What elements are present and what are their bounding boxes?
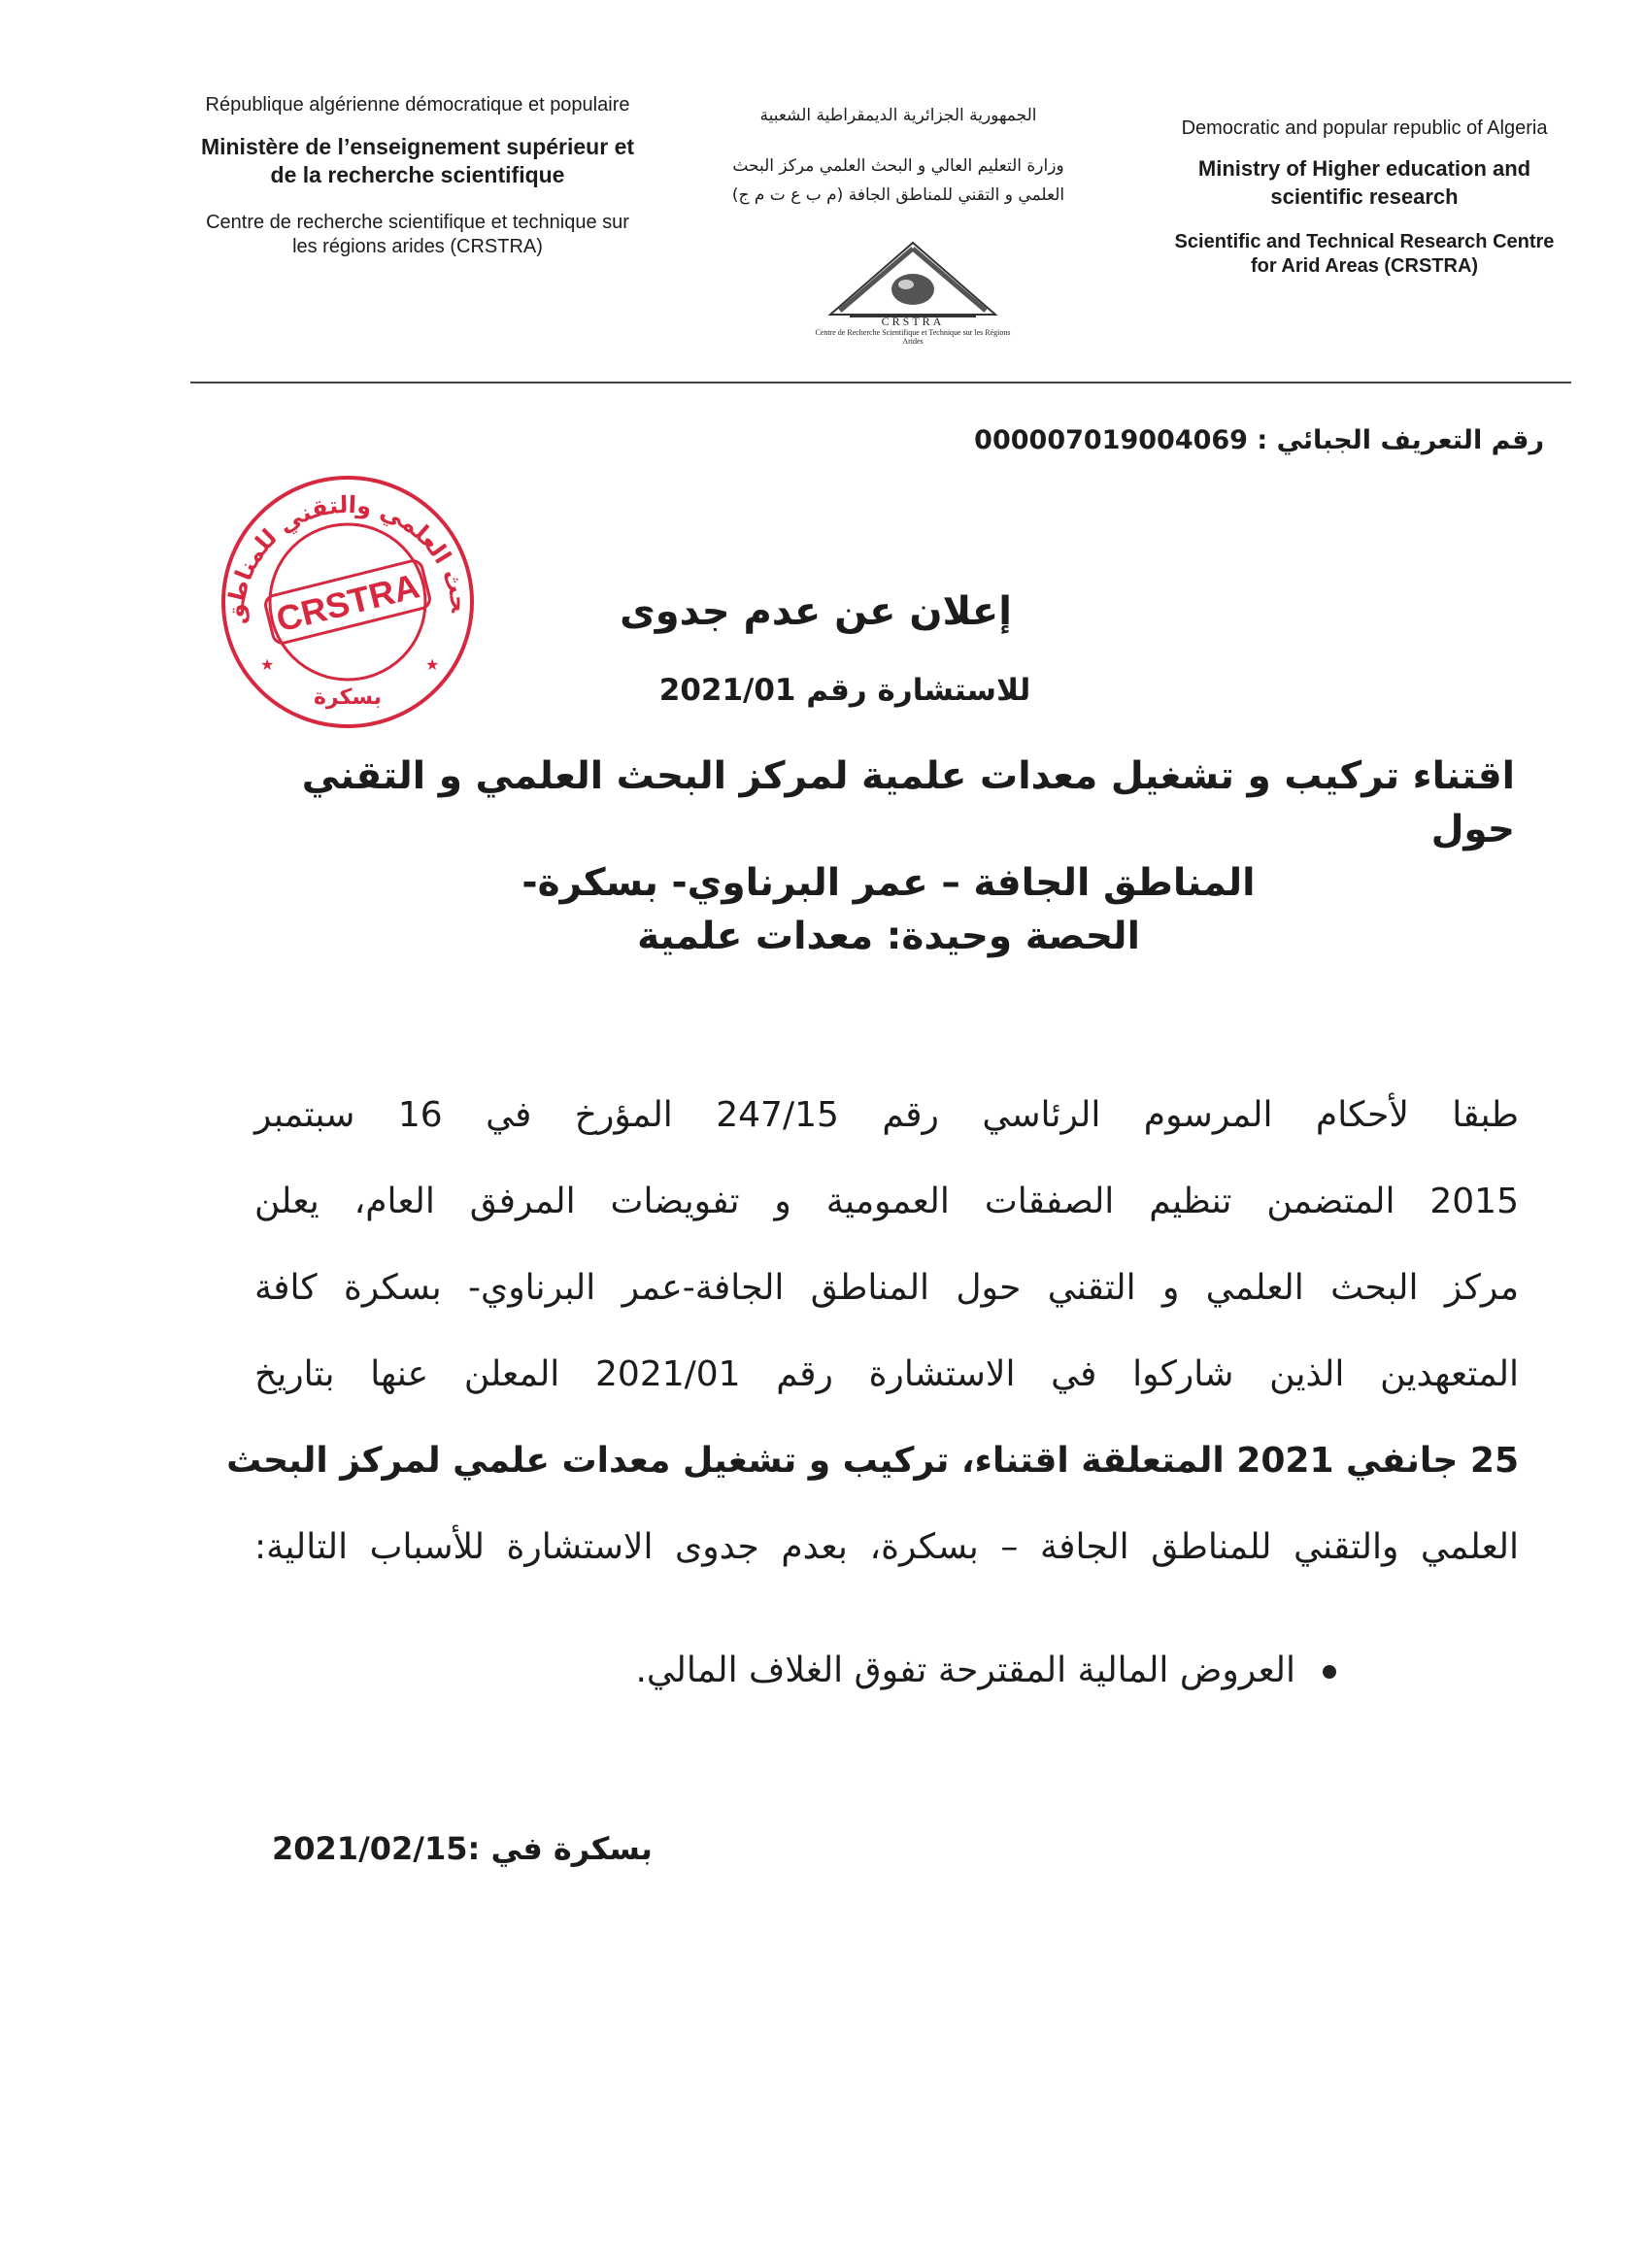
body-line-2: 2015 المتضمن تنظيم الصفقات العمومية و تفويضات المرفق العام، يعلن [254, 1182, 1519, 1221]
body-line-4: المتعهدين الذين شاركوا في الاستشارة رقم 2021/01 المعلن عنها بتاريخ [254, 1354, 1520, 1394]
signature-date: بسكرة في :2021/02/15 [272, 1830, 653, 1867]
body-line-1: طبقا لأحكام المرسوم الرئاسي رقم 247/15 المؤرخ في 16 سبتمبر [254, 1095, 1519, 1135]
header-divider [190, 382, 1571, 384]
subject-line-3: الحصة وحيدة: معدات علمية [637, 915, 1140, 958]
header-arabic [670, 99, 1126, 210]
crstra-logo [811, 239, 1015, 346]
reason-list-item [268, 1651, 1336, 1690]
logo-caption: Centre de Recherche Scientifique et Technique sur les Régions Arides [815, 328, 1011, 346]
stamp-ring-text: حث العلمي والتقني للمناطق [221, 490, 474, 625]
country-name-en: Democratic and popular republic of Algeria [1181, 117, 1548, 139]
stamp-star-icon: ★ [425, 655, 440, 674]
subject-line-1: اقتناء تركيب و تشغيل معدات علمية لمركز البحث العلمي و التقني حول [301, 754, 1515, 851]
official-stamp [197, 471, 498, 733]
header-english [1170, 117, 1559, 279]
page-title: إعلان عن عدم جدوى [620, 589, 1012, 634]
reason-text: العروض المالية المقترحة تفوق الغلاف المالي. [635, 1651, 1295, 1690]
body-line-3: مركز البحث العلمي و التقني حول المناطق الجافة-عمر البرناوي- بسكرة كافة [254, 1268, 1519, 1308]
centre-name-en: Scientific and Technical Research Centre for Arid Areas (CRSTRA) [1174, 231, 1555, 277]
ministry-name-en: Ministry of Higher education and scientific research [1197, 156, 1531, 209]
subject-block [262, 750, 1515, 963]
tax-id-line [767, 425, 1544, 455]
logo-acronym: CRSTRA [881, 315, 945, 328]
consultation-number: للاستشارة رقم 2021/01 [658, 673, 1031, 708]
bullet-icon [1323, 1665, 1336, 1679]
subject-line-2: المناطق الجافة – عمر البرناوي- بسكرة- [521, 861, 1256, 905]
body-line-5: 25 جانفي 2021 المتعلقة اقتناء، تركيب و تشغيل معدات علمي لمركز البحث [226, 1441, 1519, 1481]
ministry-name-fr: Ministère de l’enseignement supérieur et de la recherche scientifique [200, 134, 635, 187]
tax-id-value: 000007019004069 [974, 425, 1248, 455]
country-name-fr: République algérienne démocratique et populaire [205, 94, 630, 116]
body-line-6: العلمي والتقني للمناطق الجافة – بسكرة، بعدم جدوى الاستشارة للأسباب التالية: [254, 1527, 1519, 1567]
stamp-acronym: CRSTRA [272, 565, 423, 640]
stamp-star-icon: ★ [260, 655, 275, 674]
stamp-city: بسكرة [313, 685, 383, 710]
ministry-name-ar: وزارة التعليم العالي و البحث العلمي مركز البحث العلمي و التقني للمناطق الجافة (م ب ع ت م ج) [731, 156, 1065, 205]
tax-id-label: رقم التعريف الجبائي : [1257, 425, 1544, 455]
country-name-ar: الجمهورية الجزائرية الديمقراطية الشعبية [759, 106, 1037, 125]
centre-name-fr: Centre de recherche scientifique et technique sur les régions arides (CRSTRA) [206, 212, 629, 257]
header-french [194, 93, 641, 259]
